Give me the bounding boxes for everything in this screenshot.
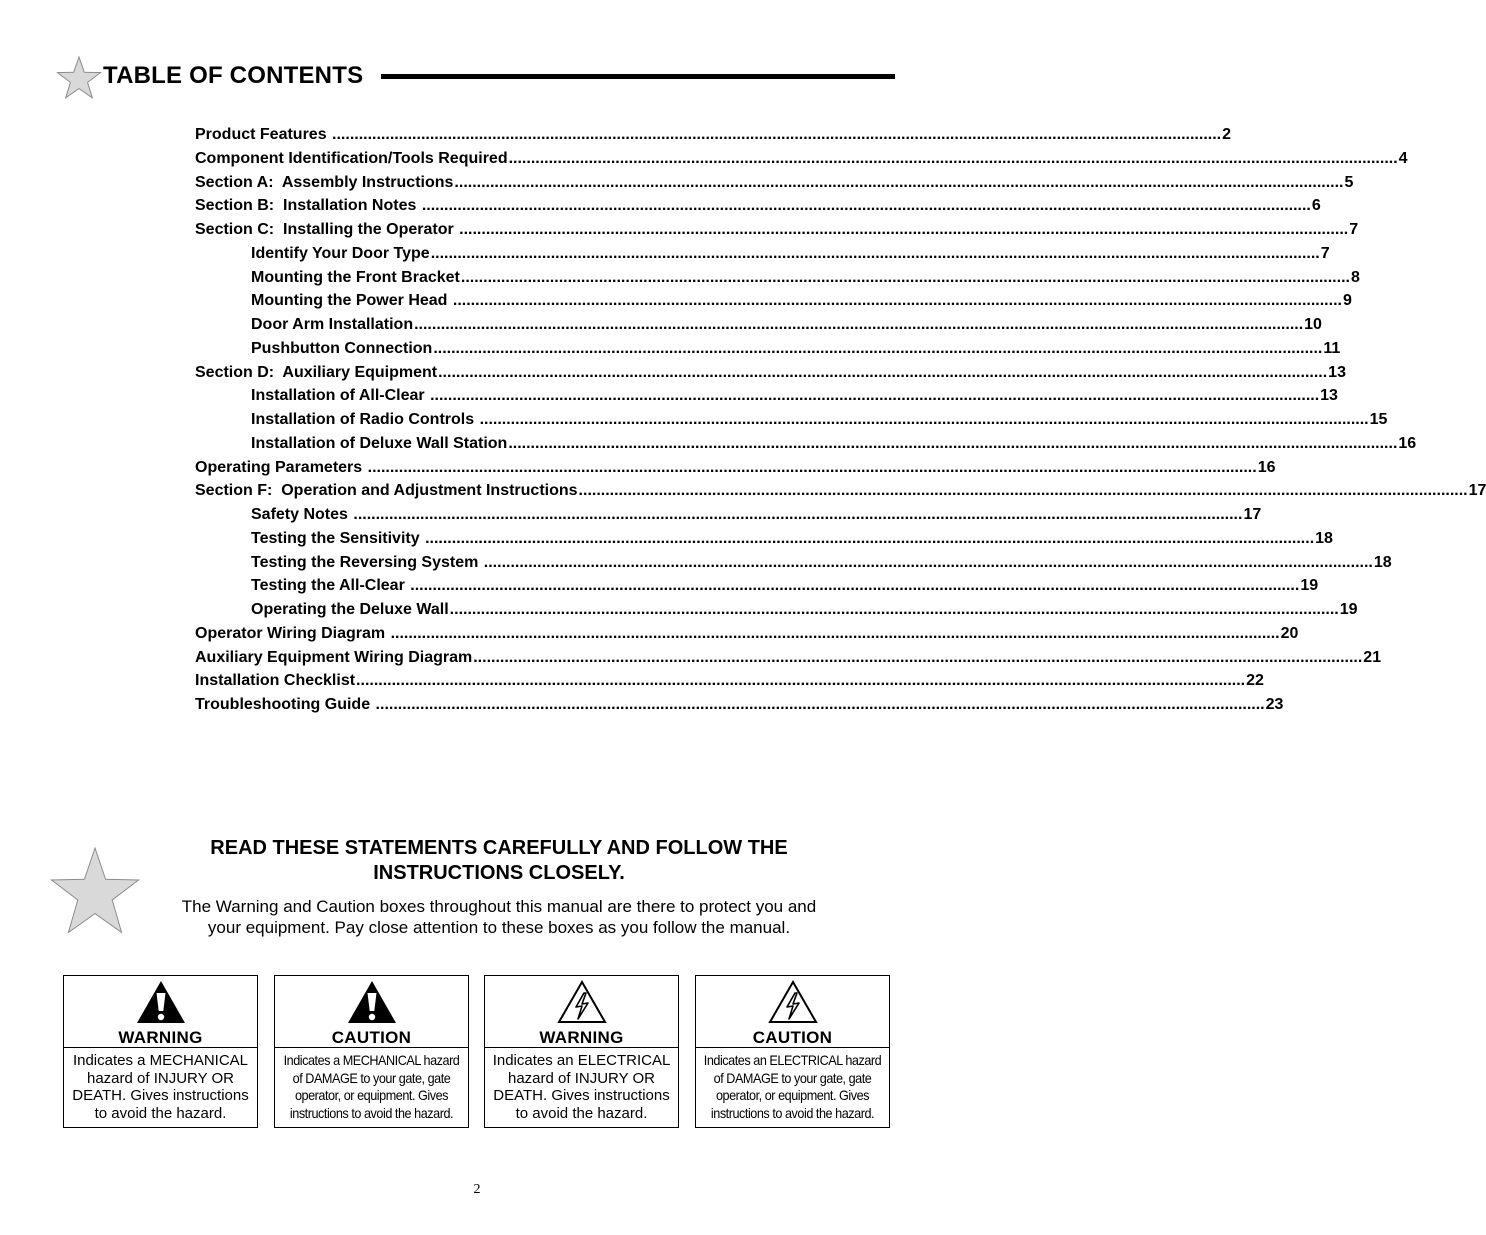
toc-entry-page: 21 xyxy=(1363,648,1382,666)
toc-entry-label: Operating the Deluxe Wall xyxy=(251,601,449,618)
toc-leader-dots: ........................................................................................................................................................................................................ xyxy=(454,173,1344,191)
toc-leader-dots: ........................................................................................................................................................................................................ xyxy=(438,363,1328,381)
toc-leader-dots: ........................................................................................................................................................................................................ xyxy=(578,482,1468,500)
toc-entry-page: 16 xyxy=(1398,434,1417,452)
toc-entry xyxy=(195,411,1388,435)
toc-entry-page: 5 xyxy=(1344,173,1354,191)
toc-entry-label: Installation of All-Clear xyxy=(251,387,430,405)
toc-leader-dots: ........................................................................................................................................................................................................ xyxy=(508,434,1398,452)
toc-entry-page: 13 xyxy=(1328,363,1346,381)
toc-leader-dots: ........................................................................................................................................................................................................ xyxy=(452,292,1342,310)
toc-entry-page: 22 xyxy=(1246,672,1264,690)
toc-entry-label: Auxiliary Equipment Wiring Diagram xyxy=(195,648,473,666)
toc-leader-dots: ........................................................................................................................................................................................................ xyxy=(375,696,1265,713)
toc-entry xyxy=(195,363,1346,388)
toc-leader-dots: ........................................................................................................................................................................................................ xyxy=(367,458,1257,476)
toc-entry-label: Section C: Installing the Operator xyxy=(195,221,459,238)
toc-entry-label: Installation of Radio Controls xyxy=(251,411,479,428)
toc-entry-page: 17 xyxy=(1243,506,1262,523)
toc-leader-dots: ........................................................................................................................................................................................................ xyxy=(353,506,1243,523)
toc-entry-label: Section A: Assembly Instructions xyxy=(195,173,454,191)
hazard-box-text: Indicates a MECHANICAL hazard of DAMAGE to your gate, gate operator, or equipment. Gives instructions to avoid the hazard. xyxy=(283,1053,460,1121)
hazard-box-electrical-warning xyxy=(484,975,679,1128)
hazard-box-electrical-caution xyxy=(695,975,890,1128)
toc-entry xyxy=(195,458,1276,483)
toc-entry xyxy=(195,244,1330,269)
toc-entry xyxy=(195,268,1360,293)
toc-entry-page: 23 xyxy=(1265,696,1284,713)
toc-entry-page: 8 xyxy=(1350,268,1360,286)
toc-entry xyxy=(195,624,1299,649)
toc-entry-label: Operator Wiring Diagram xyxy=(195,624,390,642)
toc-entry xyxy=(195,648,1382,673)
hazard-box-title: CAUTION xyxy=(752,1028,833,1047)
toc-leader-dots: ........................................................................................................................................................................................................ xyxy=(356,672,1246,690)
hazard-box-text: Indicates an ELECTRICAL hazard of DAMAGE to your gate, gate operator, or equipment. Gives instructions to avoid the hazard. xyxy=(703,1053,882,1121)
toc-entry-page: 13 xyxy=(1320,387,1338,405)
toc-entry-page: 17 xyxy=(1468,482,1486,500)
toc-entry-label: Section F: Operation and Adjustment Instructions xyxy=(195,482,578,500)
toc-entry xyxy=(195,529,1333,554)
toc-entry xyxy=(195,434,1417,459)
toc-entry-label: Mounting the Front Bracket xyxy=(251,268,460,286)
hazard-box-text: Indicates an ELECTRICAL hazard of INJURY OR DEATH. Gives instructions to avoid the hazard. xyxy=(492,1052,671,1122)
toc-entry-page: 7 xyxy=(1320,244,1330,262)
lightning-triangle-icon xyxy=(767,979,819,1025)
toc-leader-dots: ........................................................................................................................................................................................................ xyxy=(483,553,1373,571)
toc-entry-page: 20 xyxy=(1280,624,1299,642)
toc-entry xyxy=(195,482,1486,506)
toc-entry xyxy=(195,292,1352,316)
toc-entry xyxy=(195,126,1231,150)
toc-entry xyxy=(195,316,1322,340)
toc-entry-label: Component Identification/Tools Required xyxy=(195,149,508,167)
toc-entry-label: Operating Parameters xyxy=(195,458,367,476)
toc-leader-dots: ........................................................................................................................................................................................................ xyxy=(473,648,1363,666)
notice-body-line: your equipment. Pay close attention to these boxes as you follow the manual. xyxy=(207,918,791,937)
toc-leader-dots: ........................................................................................................................................................................................................ xyxy=(410,577,1300,595)
toc-entry xyxy=(195,173,1354,198)
toc-entry-label: Pushbutton Connection xyxy=(251,339,433,357)
lightning-triangle-icon xyxy=(556,979,608,1025)
toc-entry-label: Product Features xyxy=(195,126,332,143)
toc-entry-page: 16 xyxy=(1257,458,1276,476)
toc-entry xyxy=(195,553,1392,578)
toc-entry-page: 10 xyxy=(1304,316,1322,333)
toc-leader-dots: ........................................................................................................................................................................................................ xyxy=(460,268,1350,286)
toc-entry xyxy=(195,197,1321,221)
hazard-box-title: WARNING xyxy=(118,1028,203,1047)
toc-entry-page: 15 xyxy=(1369,411,1388,428)
page-number: 2 xyxy=(473,1182,481,1197)
notice-heading xyxy=(150,836,848,886)
toc-leader-dots: ........................................................................................................................................................................................................ xyxy=(508,149,1398,167)
toc-entry-label: Testing the All-Clear xyxy=(251,577,410,595)
toc-leader-dots: ........................................................................................................................................................................................................ xyxy=(332,126,1222,143)
toc-entry-page: 18 xyxy=(1373,553,1392,571)
hazard-box-title: CAUTION xyxy=(331,1028,412,1047)
toc-entry-label: Section D: Auxiliary Equipment xyxy=(195,363,438,381)
toc-leader-dots: ........................................................................................................................................................................................................ xyxy=(433,339,1323,357)
toc-entry-label: Testing the Sensitivity xyxy=(251,529,425,547)
hazard-box-mechanical-warning xyxy=(63,975,258,1128)
toc-entry-page: 4 xyxy=(1398,149,1408,167)
toc-entry xyxy=(195,696,1284,720)
toc-leader-dots: ........................................................................................................................................................................................................ xyxy=(430,387,1320,405)
table-of-contents xyxy=(195,126,1486,720)
toc-entry-page: 2 xyxy=(1222,126,1231,143)
notice-body-line: The Warning and Caution boxes throughout this manual are there to protect you and xyxy=(181,897,817,916)
toc-leader-dots: ........................................................................................................................................................................................................ xyxy=(479,411,1369,428)
toc-entry xyxy=(195,601,1358,625)
star-icon xyxy=(49,847,141,935)
hazard-box-title: WARNING xyxy=(539,1028,624,1047)
toc-entry-page: 18 xyxy=(1315,529,1333,547)
toc-leader-dots: ........................................................................................................................................................................................................ xyxy=(390,624,1280,642)
toc-entry xyxy=(195,672,1264,696)
toc-entry-label: Section B: Installation Notes xyxy=(195,197,421,215)
title-rule xyxy=(381,74,895,79)
toc-leader-dots: ........................................................................................................................................................................................................ xyxy=(425,529,1315,547)
hazard-box-text: Indicates a MECHANICAL hazard of INJURY OR DEATH. Gives instructions to avoid the hazard. xyxy=(72,1052,249,1122)
toc-entry xyxy=(195,387,1338,411)
toc-leader-dots: ........................................................................................................................................................................................................ xyxy=(430,244,1320,262)
toc-entry xyxy=(195,577,1319,601)
hazard-box-mechanical-caution xyxy=(274,975,469,1128)
page-title: TABLE OF CONTENTS xyxy=(103,62,364,89)
toc-leader-dots: ........................................................................................................................................................................................................ xyxy=(459,221,1349,238)
toc-entry-page: 11 xyxy=(1323,339,1341,357)
toc-entry-page: 7 xyxy=(1349,221,1359,238)
toc-entry-page: 19 xyxy=(1339,601,1358,618)
toc-entry-label: Installation Checklist xyxy=(195,672,356,690)
toc-entry-label: Installation of Deluxe Wall Station xyxy=(251,434,508,452)
toc-entry-label: Troubleshooting Guide xyxy=(195,696,375,713)
toc-entry-label: Mounting the Power Head xyxy=(251,292,452,310)
toc-entry-label: Identify Your Door Type xyxy=(251,244,430,262)
toc-entry-label: Door Arm Installation xyxy=(251,316,414,333)
toc-entry-page: 6 xyxy=(1311,197,1321,215)
exclamation-triangle-icon xyxy=(135,979,187,1025)
toc-entry xyxy=(195,339,1341,364)
exclamation-triangle-icon xyxy=(346,979,398,1025)
toc-entry-page: 19 xyxy=(1300,577,1319,595)
notice-heading-line: INSTRUCTIONS CLOSELY. xyxy=(373,862,625,884)
toc-entry xyxy=(195,221,1359,245)
toc-leader-dots: ........................................................................................................................................................................................................ xyxy=(421,197,1311,215)
toc-entry-page: 9 xyxy=(1342,292,1352,310)
toc-entry-label: Safety Notes xyxy=(251,506,353,523)
notice-body xyxy=(140,896,858,938)
toc-leader-dots: ........................................................................................................................................................................................................ xyxy=(414,316,1304,333)
notice-heading-line: READ THESE STATEMENTS CAREFULLY AND FOLLOW THE xyxy=(210,837,788,859)
toc-entry-label: Testing the Reversing System xyxy=(251,553,483,571)
toc-entry xyxy=(195,506,1262,530)
star-icon xyxy=(56,56,102,100)
toc-entry xyxy=(195,149,1408,174)
toc-leader-dots: ........................................................................................................................................................................................................ xyxy=(449,601,1339,618)
